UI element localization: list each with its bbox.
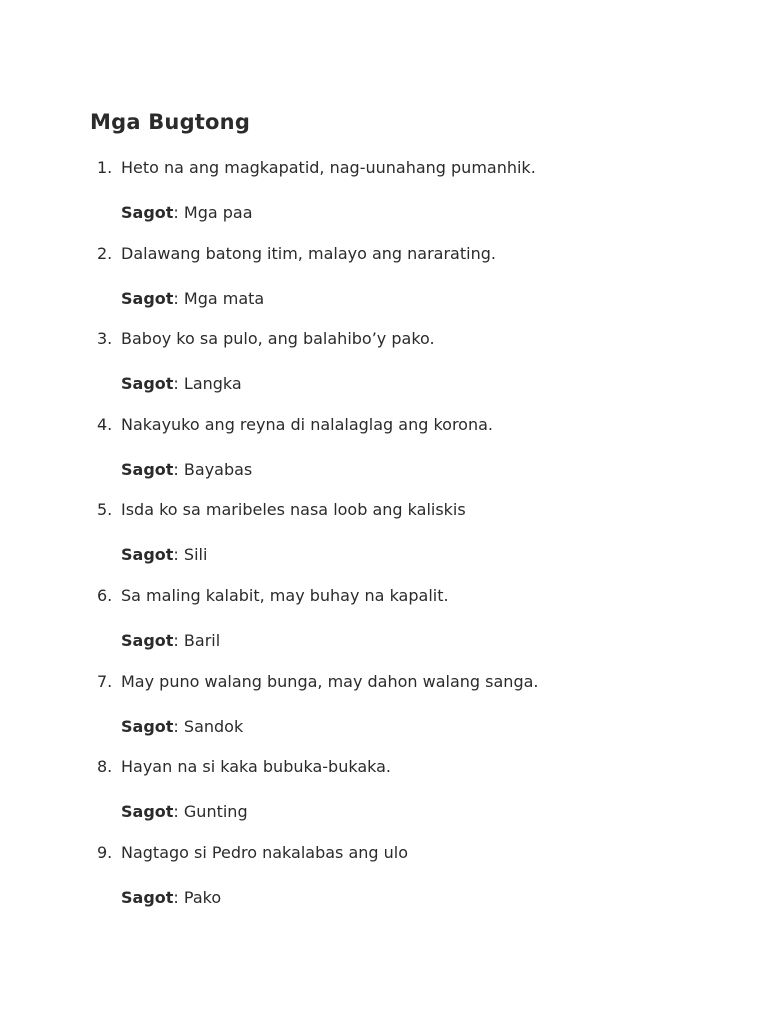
riddle-item [0,326,768,412]
answer-text: Sandok [183,716,244,736]
riddle-answer: Sagot: Gunting [121,802,248,822]
riddle-number: 9. [97,842,113,862]
riddle-item [0,412,768,498]
answer-label: Sagot [121,802,174,822]
riddle-answer: Sagot: Sandok [121,716,244,736]
riddle-question: May puno walang bunga, may dahon walang sanga. [121,671,539,691]
riddle-number: 7. [97,671,113,691]
riddle-list [0,155,768,925]
riddle-answer: Sagot: Langka [121,374,242,394]
answer-label: Sagot [121,887,174,907]
riddle-number: 2. [97,243,113,263]
riddle-answer: Sagot: Pako [121,887,222,907]
answer-text: Baril [183,630,221,650]
riddle-number: 5. [97,500,113,520]
riddle-number: 8. [97,757,113,777]
riddle-answer: Sagot: Mga paa [121,203,253,222]
riddle-question: Hayan na si kaka bubuka-bukaka. [121,757,392,777]
answer-text: Langka [183,374,242,394]
riddle-answer: Sagot: Sili [121,545,208,565]
riddle-item [0,669,768,755]
riddle-question: Dalawang batong itim, malayo ang nararating. [121,243,496,263]
riddle-item [0,155,768,241]
answer-text: Gunting [183,802,248,822]
answer-text: Mga mata [183,288,265,308]
riddle-question: Baboy ko sa pulo, ang balahibo’y pako. [121,329,435,349]
answer-text: Sili [183,545,208,565]
riddle-item [0,754,768,840]
riddle-item [0,583,768,669]
riddle-question: Nagtago si Pedro nakalabas ang ulo [121,842,409,862]
riddle-item [0,241,768,327]
riddle-answer: Sagot: Bayabas [121,459,253,479]
answer-label: Sagot [121,203,174,222]
answer-label: Sagot [121,288,174,308]
riddle-number: 3. [97,329,113,349]
answer-text: Bayabas [183,459,253,479]
riddle-item [0,497,768,583]
answer-text: Mga paa [183,203,253,222]
answer-text: Pako [183,887,222,907]
riddle-answer: Sagot: Baril [121,630,221,650]
answer-label: Sagot [121,374,174,394]
answer-label: Sagot [121,630,174,650]
riddle-number: 4. [97,414,113,434]
answer-label: Sagot [121,545,174,565]
riddle-number: 1. [97,158,113,177]
riddle-answer: Sagot: Mga mata [121,288,265,308]
answer-label: Sagot [121,459,174,479]
riddle-number: 6. [97,585,113,605]
page-title: Mga Bugtong [90,110,251,134]
riddle-question: Heto na ang magkapatid, nag-uunahang pumanhik. [121,158,536,177]
riddle-question: Isda ko sa maribeles nasa loob ang kaliskis [121,500,466,520]
answer-label: Sagot [121,716,174,736]
riddle-question: Nakayuko ang reyna di nalalaglag ang korona. [121,414,493,434]
riddle-item [0,840,768,926]
riddle-question: Sa maling kalabit, may buhay na kapalit. [121,585,449,605]
